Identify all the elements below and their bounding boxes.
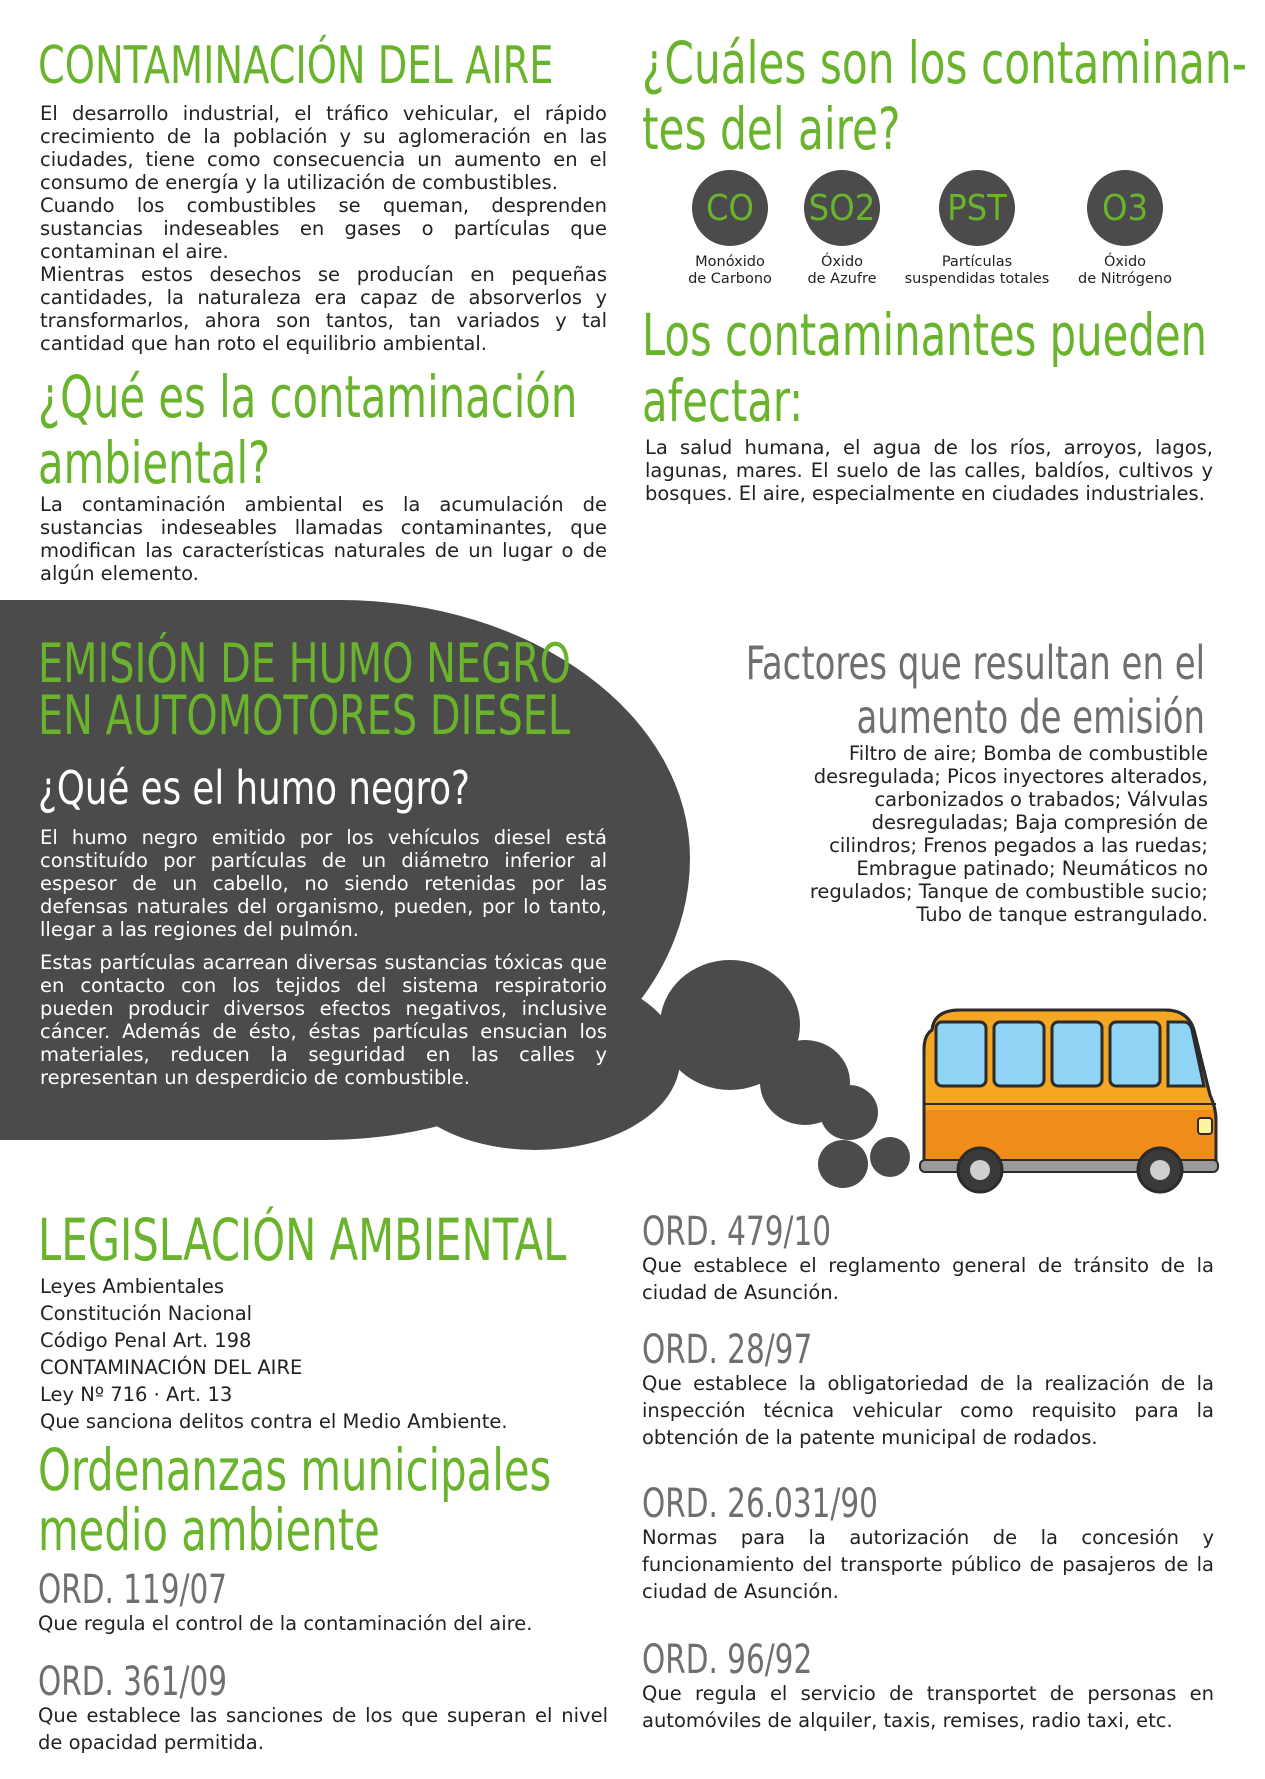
aire-paragraph-1: El desarrollo industrial, el tráfico vehicular, el rápido crecimiento de la población y su aglomeración en las ciudades, tiene como consecuencia un aumento en el consumo de energía y la utilización de combustibles. xyxy=(40,102,607,194)
aire-body xyxy=(40,102,607,355)
ordenanza-code: ORD. 479/10 xyxy=(642,1209,831,1255)
humo-paragraph-2: Estas partículas acarrean diversas sustancias tóxicas que en contacto con los tejidos del sistema respiratorio pueden producir diversos efectos negativos, inclusive cáncer. Además de ésto, éstas partículas ensucian los materiales, reducen la seguridad en las calles y representan un desperdicio de combustible. xyxy=(40,951,607,1089)
ordenanza-item xyxy=(642,1638,1214,1734)
pollutant-pst xyxy=(892,170,1062,288)
ordenanza-item xyxy=(642,1482,1214,1605)
title-ordenanzas-municipales xyxy=(38,1436,552,1564)
title-contaminacion-aire: CONTAMINACIÓN DEL AIRE xyxy=(38,36,554,96)
pollutant-label: Óxido de Azufre xyxy=(807,254,877,287)
legislacion-line: Código Penal Art. 198 xyxy=(40,1329,252,1352)
legislacion-line: Leyes Ambientales xyxy=(40,1275,225,1298)
legislacion-list xyxy=(40,1273,600,1435)
pollutant-label: Óxido de Nitrógeno xyxy=(1078,254,1172,287)
factores-paragraph: Filtro de aire; Bomba de combustible desregulada; Picos inyectores alterados, carbonizados o trabados; Válvulas desreguladas; Baja compresión de cilindros; Frenos pegados a las ruedas; Embrague patinado; Neumáticos no regulados; Tanque de combustible sucio; Tubo de tanque estrangulado. xyxy=(809,742,1208,926)
title-line-1: ¿Cuáles son los contaminan- xyxy=(642,29,1247,97)
aire-paragraph-2: Cuando los combustibles se queman, desprenden sustancias indeseables en gases o partículas que contaminan el aire. xyxy=(40,194,607,263)
ordenanza-code: ORD. 28/97 xyxy=(642,1327,813,1373)
pollutant-co xyxy=(670,170,790,288)
title-line-2: medio ambiente xyxy=(38,1496,380,1564)
ordenanza-desc: Que establece el reglamento general de tránsito de la ciudad de Asunción. xyxy=(642,1254,1214,1304)
pollutant-label: Monóxido de Carbono xyxy=(688,254,772,287)
title-que-es-contaminacion-ambiental xyxy=(38,364,577,496)
ordenanza-desc: Que regula el control de la contaminación del aire. xyxy=(38,1612,533,1635)
title-factores-emision xyxy=(746,636,1205,744)
legislacion-line: CONTAMINACIÓN DEL AIRE xyxy=(40,1356,303,1379)
title-line-1: Factores que resultan en el xyxy=(745,636,1205,690)
title-cuales-contaminantes xyxy=(642,30,1247,162)
ordenanza-code: ORD. 26.031/90 xyxy=(642,1481,878,1527)
legislacion-line: Que sanciona delitos contra el Medio Ambiente. xyxy=(40,1410,508,1433)
humo-body xyxy=(40,826,607,1089)
title-contaminantes-afectar xyxy=(642,302,1207,434)
pollutant-badge: O3 xyxy=(1087,170,1163,246)
pollutant-o3 xyxy=(1060,170,1190,288)
smoke-bubble xyxy=(820,1085,878,1140)
humo-paragraph-1: El humo negro emitido por los vehículos diesel está constituído por partículas de un diámetro inferior al espesor de un cabello, no siendo retenidas por las defensas naturales del organismo, pueden, por lo tanto, llegar a las regiones del pulmón. xyxy=(40,826,607,941)
title-line-2: EN AUTOMOTORES DIESEL xyxy=(38,684,571,747)
afectar-paragraph: La salud humana, el agua de los ríos, arroyos, lagos, lagunas, mares. El suelo de las calles, baldíos, cultivos y bosques. El aire, especialmente en ciudades industriales. xyxy=(645,436,1213,505)
ordenanza-desc: Normas para la autorización de la concesión y funcionamiento del transporte público de pasajeros de la ciudad de Asunción. xyxy=(642,1526,1214,1603)
pollutant-badge: SO2 xyxy=(804,170,880,246)
ordenanza-item xyxy=(38,1568,608,1637)
aire-paragraph-3: Mientras estos desechos se producían en pequeñas cantidades, la naturaleza era capaz de absorverlos y transformarlos, ahora son tantos, tan variados y tal cantidad que han roto el equilibrio ambiental. xyxy=(40,263,607,355)
ordenanza-desc: Que regula el servicio de transportet de personas en automóviles de alquiler, taxis, remises, radio taxi, etc. xyxy=(642,1682,1214,1732)
smoke-bubble xyxy=(870,1137,910,1177)
pollutant-so2 xyxy=(782,170,902,288)
ordenanza-desc: Que establece la obligatoriedad de la realización de la inspección técnica vehicular como requisito para la obtención de la patente municipal de rodados. xyxy=(642,1372,1214,1449)
ambiental-paragraph: La contaminación ambiental es la acumulación de sustancias indeseables llamadas contaminantes, que modifican las características naturales de un lugar o de algún elemento. xyxy=(40,493,607,585)
title-line-1: EMISIÓN DE HUMO NEGRO xyxy=(38,632,571,695)
pollutant-badge: CO xyxy=(692,170,768,246)
title-line-2: ambiental? xyxy=(38,429,271,497)
legislacion-line: Constitución Nacional xyxy=(40,1302,253,1325)
ordenanza-code: ORD. 96/92 xyxy=(642,1637,813,1683)
ordenanza-item xyxy=(642,1328,1214,1451)
ordenanza-desc: Que establece las sanciones de los que superan el nivel de opacidad permitida. xyxy=(38,1704,608,1754)
title-legislacion-ambiental: LEGISLACIÓN AMBIENTAL xyxy=(38,1206,567,1274)
legislacion-line: Ley Nº 716 · Art. 13 xyxy=(40,1383,233,1406)
title-line-1: Los contaminantes pueden xyxy=(642,301,1208,369)
ordenanza-item xyxy=(38,1660,608,1756)
title-line-2: tes del aire? xyxy=(642,95,901,163)
subtitle-que-es-humo-negro: ¿Qué es el humo negro? xyxy=(38,761,470,815)
title-line-2: aumento de emisión xyxy=(856,690,1205,744)
ordenanza-code: ORD. 119/07 xyxy=(38,1567,227,1613)
title-line-2: afectar: xyxy=(642,367,804,435)
ordenanza-item xyxy=(642,1210,1214,1306)
smoke-bubble xyxy=(818,1140,868,1188)
title-line-1: Ordenanzas municipales xyxy=(38,1436,552,1504)
ordenanza-code: ORD. 361/09 xyxy=(38,1659,227,1705)
pollutant-badge: PST xyxy=(939,170,1015,246)
title-emision-humo-negro xyxy=(38,632,571,747)
bus-illustration xyxy=(910,1000,1220,1195)
title-line-1: ¿Qué es la contaminación xyxy=(38,363,578,431)
pollutant-label: Partículas suspendidas totales xyxy=(904,254,1050,287)
